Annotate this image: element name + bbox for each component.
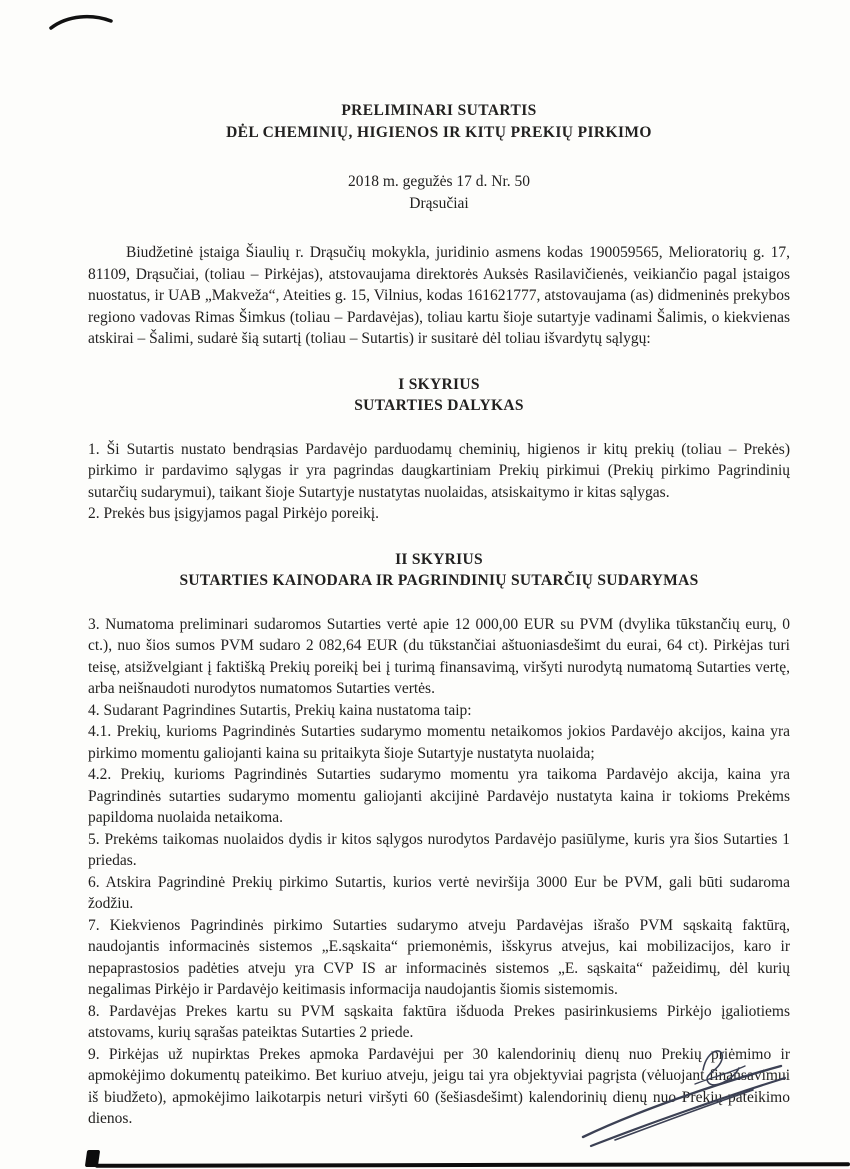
clause-3: 3. Numatoma preliminari sudaromos Sutarties vertė apie 12 000,00 EUR su PVM (dvylika tūkstančių eurų, 0 ct.), nuo šios sumos PVM sudaro 2 082,64 EUR (du tūkstančiai aštuoniasdešimt du eurai, 64 ct). Pirkėjas turi teisę, atsižvelgiant į faktišką Prekių poreikį bei į turimą finansavimą, viršyti nurodytą numatomą Sutarties vertę, arba neišnaudoti nurodytos numatomos Sutarties vertės. [88, 615, 790, 697]
intro-paragraph: Biudžetinė įstaiga Šiaulių r. Drąsučių mokykla, juridinio asmens kodas 190059565, Melioratorių g. 17, 81109, Drąsučiai, (toliau – Pirkėjas), atstovaujama direktorės Auksės Rasilavičienės, veikiančio pagal įstaigos nuostatus, ir UAB „Makveža“, Ateities g. 15, Vilnius, kodas 161621777, atstovaujama (as) didmeninės prekybos regiono vadovas Rimas Šimkus (toliau – Pardavėjas), toliau kartu šioje sutartyje vadinami Šalimis, o kiekvienas atskirai – Šalimi, sudarė šią sutartį (toliau – Sutartis) ir susitarė dėl toliau išvardytų sąlygų: [88, 244, 790, 347]
clause-9: 9. Pirkėjas už nupirktas Prekes apmoka Pardavėjui per 30 kalendorinių dienų nuo Prekių priėmimo ir apmokėjimo dokumentų pateikimo. Bet kuriuo atveju, jeigu tai yra objektyviai pagrįsta (vėluojant finansavimui iš biudžeto), apmokėjimo laikotarpis neturi viršyti 60 (šešiasdešimt) kalendorinių dienų nuo Prekių pateikimo dienos. [88, 1045, 790, 1127]
document-title-line1: PRELIMINARI SUTARTIS [341, 102, 537, 119]
section-2-heading [88, 549, 790, 592]
clause-5: 5. Prekėms taikomas nuolaidos dydis ir kitos sąlygos nurodytos Pardavėjo pasiūlyme, kuris yra šios Sutarties 1 priedas. [88, 830, 790, 869]
scan-artifact-bottom-left-mark [85, 1150, 100, 1167]
clause-7: 7. Kiekvienos Pagrindinės pirkimo Sutarties sudarymo atveju Pardavėjas išrašo PVM sąskaitą faktūrą, naudojantis informacinės sistemos „E.sąskaita“ priemonėmis, išskyrus atvejus, kai mobilizacijos, karo ir nepaprastosios padėties atveju yra CVP IS ar informacinės sistemos „E. sąskaita“ pažeidimų, dėl kurių negalimas Pirkėjo ir Pardavėjo keitimasis informacija naudojantis šiomis sistemomis. [88, 916, 790, 998]
document-date-number: 2018 m. gegužės 17 d. Nr. 50 [347, 173, 531, 190]
clause-2: 2. Prekės bus įsigyjamos pagal Pirkėjo poreikį. [88, 505, 380, 522]
clause-6: 6. Atskira Pagrindinė Prekių pirkimo Sutartis, kurios vertė neviršija 3000 Eur be PVM, gali būti sudaroma žodžiu. [88, 873, 790, 912]
section-2-heading-line2: SUTARTIES KAINODARA IR PAGRINDINIŲ SUTARČIŲ SUDARYMAS [179, 572, 699, 589]
document-title [88, 100, 790, 143]
contract-body [88, 100, 790, 1130]
section-1-heading-line1: I SKYRIUS [398, 375, 480, 393]
document-title-line2: DĖL CHEMINIŲ, HIGIENOS IR KITŲ PREKIŲ PIRKIMO [226, 123, 652, 141]
document-dateline [88, 171, 790, 214]
handwritten-signature [575, 1040, 795, 1155]
section-2-heading-line1: II SKYRIUS [395, 550, 483, 568]
section-1-heading [88, 374, 790, 417]
clause-4-2: 4.2. Prekių, kurioms Pagrindinės Sutarties sudarymo momentu yra taikoma Pardavėjo akcija, kaina yra Pagrindinės sutarties sudarymo momentu galiojanti akcijinė Pardavėjo nustatyta kaina ir tokioms Prekėms papildoma nuolaida netaikoma. [88, 766, 790, 826]
section-1-heading-line2: SUTARTIES DALYKAS [354, 397, 524, 414]
clause-4: 4. Sudarant Pagrindines Sutartis, Prekių kaina nustatoma taip: [88, 701, 472, 719]
scan-artifact-top-left-mark [48, 12, 114, 34]
document-place: Drąsučiai [409, 194, 469, 212]
clause-4-1: 4.1. Prekių, kurioms Pagrindinės Sutarties sudarymo momentu netaikomos jokios Pardavėjo akcijos, kaina yra pirkimo momentu galiojanti kaina su pritaikyta šioje Sutartyje nustatyta nuolaida; [88, 723, 790, 762]
scan-artifact-bottom-edge-line [95, 1162, 850, 1168]
clause-8: 8. Pardavėjas Prekes kartu su PVM sąskaita faktūra išduoda Prekes pasirinkusiems Pirkėjo įgaliotiems atstovams, kurių sąrašas pateiktas Sutarties 2 priede. [88, 1002, 790, 1041]
clause-1: 1. Ši Sutartis nustato bendrąsias Pardavėjo parduodamų cheminių, higienos ir kitų prekių (toliau – Prekės) pirkimo ir pardavimo sąlygas ir yra pagrindas daugkartiniam Prekių pirkimui (Prekių pirkimo Pagrindinių sutarčių sudarymui), taikant šioje Sutartyje nustatytas nuolaidas, atsiskaitymo ir kitas sąlygas. [88, 440, 790, 501]
